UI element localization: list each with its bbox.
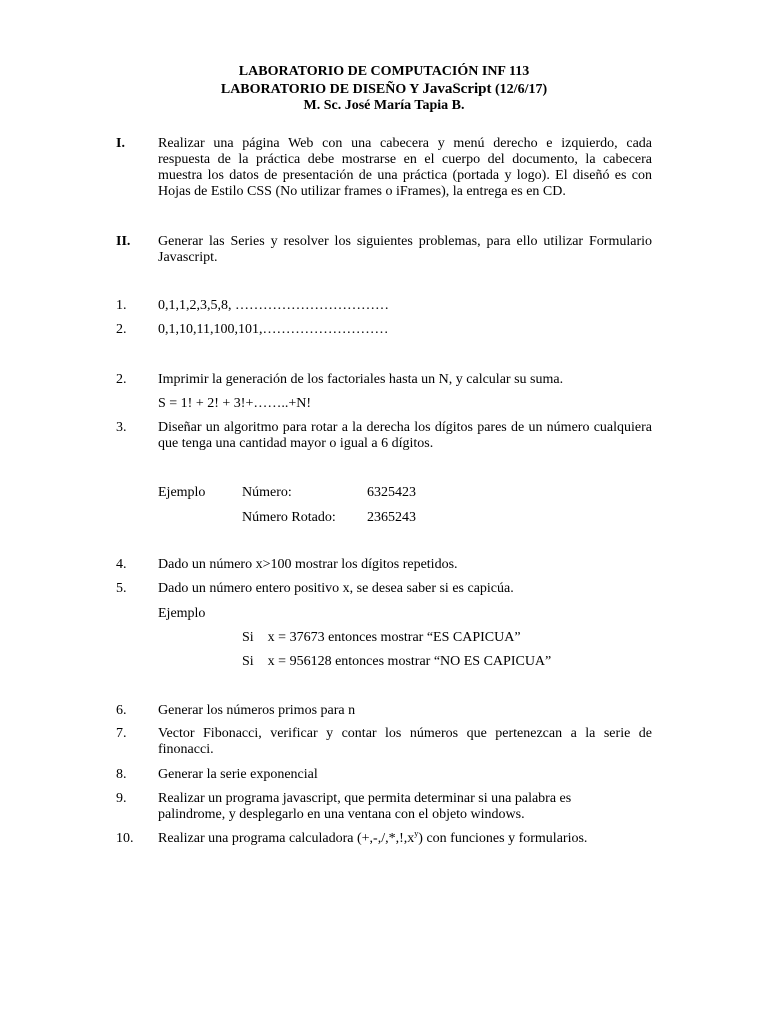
document-author: M. Sc. José María Tapia B. bbox=[303, 98, 465, 113]
section-1-line: respuesta de la práctica debe mostrarse en el cuerpo del documento, la cabecera bbox=[158, 152, 652, 167]
section-1-line: muestra los datos de presentación de una práctica (portada y logo). El diseñó es con bbox=[158, 168, 652, 183]
problem-number: 6. bbox=[116, 703, 127, 718]
document-title: LABORATORIO DE COMPUTACIÓN INF 113 bbox=[238, 64, 530, 79]
example-label: Ejemplo bbox=[158, 485, 206, 500]
example-line: Si x = 37673 entonces mostrar “ES CAPICUA” bbox=[242, 630, 521, 645]
problem-line: Diseñar un algoritmo para rotar a la derecha los dígitos pares de un número cualquiera bbox=[158, 420, 652, 435]
subtitle-date: (12/6/17) bbox=[491, 82, 548, 97]
problem-text bbox=[158, 791, 571, 823]
example-line: Si x = 956128 entonces mostrar “NO ES CAPICUA” bbox=[242, 654, 552, 669]
problem-text: Dado un número entero positivo x, se desea saber si es capicúa. bbox=[158, 581, 514, 596]
problem-number: 10. bbox=[116, 831, 134, 846]
subtitle-javascript: JavaScript bbox=[422, 81, 492, 97]
problem-line: que tenga una cantidad mayor o igual a 6 dígitos. bbox=[158, 436, 434, 451]
problem-text-part: ) con funciones y formularios. bbox=[418, 831, 588, 846]
section-1-line: Realizar una página Web con una cabecera y menú derecho e izquierdo, cada bbox=[158, 136, 652, 151]
problem-number: 7. bbox=[116, 726, 127, 741]
problem-line: Vector Fibonacci, verificar y contar los números que pertenezcan a la serie de bbox=[158, 726, 652, 741]
example-key: Número Rotado: bbox=[242, 510, 336, 525]
section-1-line: Hojas de Estilo CSS (No utilizar frames o iFrames), la entrega es en CD. bbox=[158, 184, 566, 199]
example-value: 6325423 bbox=[367, 485, 416, 500]
series-text: 0,1,1,2,3,5,8, …………………………… bbox=[158, 298, 389, 313]
problem-text bbox=[158, 726, 652, 758]
section-2-line: Generar las Series y resolver los siguientes problemas, para ello utilizar Formulario bbox=[158, 234, 652, 249]
problem-text: Generar los números primos para n bbox=[158, 703, 356, 718]
example-key: Número: bbox=[242, 485, 292, 500]
document-subtitle bbox=[0, 81, 768, 98]
factorial-formula: S = 1! + 2! + 3!+……..+N! bbox=[158, 396, 312, 411]
section-2-text bbox=[158, 234, 652, 266]
problem-number: 5. bbox=[116, 581, 127, 596]
subtitle-part-a: LABORATORIO DE DISEÑO Y bbox=[220, 82, 423, 97]
problem-text-part: Realizar una programa calculadora (+,-,/,*,!,x bbox=[158, 831, 415, 846]
series-text: 0,1,10,11,100,101,……………………… bbox=[158, 322, 389, 337]
problem-text: Generar la serie exponencial bbox=[158, 767, 318, 782]
problem-number: 3. bbox=[116, 420, 127, 435]
problem-line: palindrome, y desplegarlo en una ventana con el objeto windows. bbox=[158, 807, 525, 822]
section-2-number: II. bbox=[116, 234, 131, 249]
series-number: 2. bbox=[116, 322, 127, 337]
problem-text: Dado un número x>100 mostrar los dígitos repetidos. bbox=[158, 557, 458, 572]
problem-number: 2. bbox=[116, 372, 127, 387]
problem-text bbox=[158, 831, 587, 847]
series-number: 1. bbox=[116, 298, 127, 313]
problem-number: 4. bbox=[116, 557, 127, 572]
problem-text: Imprimir la generación de los factoriales hasta un N, y calcular su suma. bbox=[158, 372, 564, 387]
problem-number: 9. bbox=[116, 791, 127, 806]
superscript-y: y bbox=[414, 829, 419, 838]
problem-line: finonacci. bbox=[158, 742, 214, 757]
example-label: Ejemplo bbox=[158, 606, 206, 621]
section-2-line: Javascript. bbox=[158, 250, 218, 265]
problem-line: Realizar un programa javascript, que permita determinar si una palabra es bbox=[158, 791, 572, 806]
problem-number: 8. bbox=[116, 767, 127, 782]
section-1-number: I. bbox=[116, 136, 125, 151]
section-1-text bbox=[158, 136, 652, 200]
problem-text bbox=[158, 420, 652, 452]
example-value: 2365243 bbox=[367, 510, 416, 525]
